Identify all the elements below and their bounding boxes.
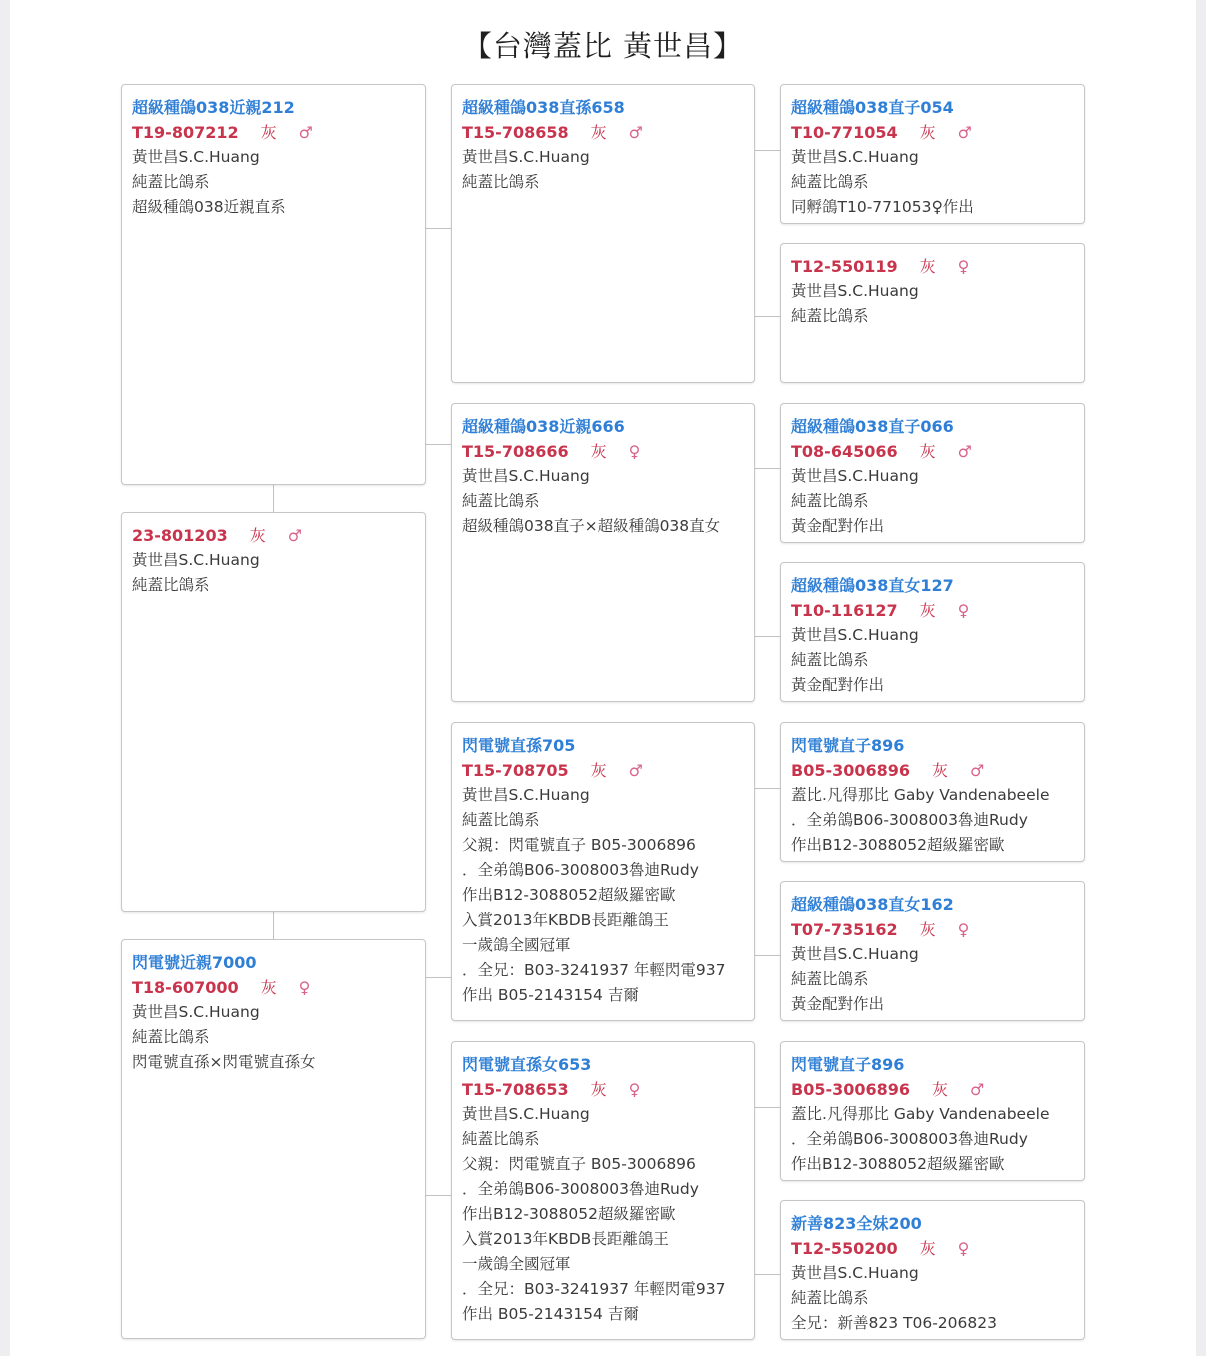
connector	[755, 955, 780, 956]
ring-line	[791, 917, 1084, 942]
detail-line: 全兄：新善823 T06-206823	[791, 1314, 997, 1332]
male-icon: ♂	[298, 123, 313, 142]
feather-color: 灰	[919, 1239, 936, 1258]
connector	[426, 444, 451, 445]
detail-line: 一歲鴿全國冠軍	[462, 1255, 571, 1273]
male-icon: ♂	[970, 761, 985, 780]
ring-line	[132, 120, 425, 145]
bird-name: 超級種鴿038近親212	[132, 98, 295, 117]
bird-name: 新善823全妹200	[791, 1214, 922, 1233]
detail-line: 黃世昌S.C.Huang	[132, 1003, 260, 1021]
detail-line: 純蓋比鴿系	[791, 970, 869, 988]
detail-line: 純蓋比鴿系	[462, 173, 540, 191]
detail-line: 作出 B05-2143154 吉爾	[462, 1305, 639, 1323]
feather-color: 灰	[590, 1080, 607, 1099]
feather-color: 灰	[919, 123, 936, 142]
pedigree-card-sire	[121, 512, 426, 912]
ring-line	[791, 1077, 1084, 1102]
ring-number: T07-735162	[791, 920, 898, 939]
male-icon: ♂	[970, 1080, 985, 1099]
detail-line: 純蓋比鴿系	[791, 173, 869, 191]
detail-line: 同孵鴿T10-771053♀作出	[791, 198, 974, 216]
detail-line: ．全弟鴿B06-3008003魯迪Rudy	[462, 861, 699, 879]
detail-line: 黃世昌S.C.Huang	[462, 148, 590, 166]
detail-line: 純蓋比鴿系	[132, 1028, 210, 1046]
detail-line: 黃金配對作出	[791, 517, 885, 535]
ring-line	[132, 975, 425, 1000]
pedigree-card-dam	[121, 939, 426, 1339]
ring-number: T15-708705	[462, 761, 569, 780]
female-icon: ♀	[957, 1239, 970, 1258]
male-icon: ♂	[287, 526, 303, 545]
ring-line	[791, 254, 1084, 279]
detail-line: 黃金配對作出	[791, 995, 885, 1013]
detail-line: 作出B12-3088052超級羅密歐	[462, 886, 676, 904]
female-icon: ♀	[957, 257, 970, 276]
detail-line: 黃世昌S.C.Huang	[462, 1105, 590, 1123]
connector	[755, 1107, 780, 1108]
ring-number: 23-801203	[132, 526, 228, 545]
bird-name: 超級種鴿038直子066	[791, 417, 954, 436]
bird-name: 超級種鴿038直子054	[791, 98, 954, 117]
bird-name: 閃電號直子896	[791, 1055, 905, 1074]
detail-line: 超級種鴿038近親直系	[132, 198, 286, 216]
ring-line	[462, 758, 754, 783]
bird-name: 超級種鴿038直女127	[791, 576, 954, 595]
detail-line: 純蓋比鴿系	[132, 173, 210, 191]
male-icon: ♂	[628, 761, 643, 780]
feather-color: 灰	[249, 526, 266, 545]
ring-number: T08-645066	[791, 442, 898, 461]
ring-line	[132, 523, 425, 548]
detail-line: 純蓋比鴿系	[791, 1289, 869, 1307]
ring-line	[791, 758, 1084, 783]
detail-line: ．全弟鴿B06-3008003魯迪Rudy	[791, 1130, 1028, 1148]
detail-line: 蓋比.凡得那比 Gaby Vandenabeele	[791, 786, 1050, 804]
detail-line: 超級種鴿038直子×超級種鴿038直女	[462, 517, 721, 535]
pedigree-card-great-grandparent	[780, 881, 1085, 1021]
pedigree-card-great-grandparent	[780, 243, 1085, 383]
feather-color: 灰	[260, 978, 277, 997]
connector	[273, 912, 274, 939]
ring-line	[462, 1077, 754, 1102]
connector	[755, 1274, 780, 1275]
detail-line: 入賞2013年KBDB長距離鴿王	[462, 1230, 669, 1248]
detail-line: 黃世昌S.C.Huang	[791, 945, 919, 963]
detail-line: ．全兄：B03-3241937 年輕閃電937	[462, 961, 726, 979]
female-icon: ♀	[298, 978, 311, 997]
ring-number: T10-116127	[791, 601, 898, 620]
detail-line: 作出B12-3088052超級羅密歐	[791, 836, 1005, 854]
connector	[755, 468, 780, 469]
detail-line: 純蓋比鴿系	[132, 576, 210, 594]
pedigree-card-great-grandparent	[780, 562, 1085, 702]
feather-color: 灰	[260, 123, 277, 142]
pedigree-card-grandparent	[451, 84, 755, 383]
detail-line: 作出B12-3088052超級羅密歐	[791, 1155, 1005, 1173]
ring-number: T19-807212	[132, 123, 239, 142]
detail-line: 純蓋比鴿系	[462, 1130, 540, 1148]
pedigree-card-grandparent	[451, 403, 755, 702]
bird-name: 超級種鴿038直孫658	[462, 98, 625, 117]
feather-color: 灰	[590, 442, 607, 461]
feather-color: 灰	[932, 761, 949, 780]
ring-number: T12-550200	[791, 1239, 898, 1258]
detail-line: 父親：閃電號直子 B05-3006896	[462, 1155, 696, 1173]
connector	[426, 977, 451, 978]
ring-number: T15-708666	[462, 442, 569, 461]
pedigree-card-subject	[121, 84, 426, 485]
bird-name: 閃電號直孫705	[462, 736, 576, 755]
ring-line	[791, 1236, 1084, 1261]
pedigree-card-great-grandparent	[780, 1041, 1085, 1181]
pedigree-card-great-grandparent	[780, 403, 1085, 543]
bird-name: 閃電號直子896	[791, 736, 905, 755]
female-icon: ♀	[957, 601, 970, 620]
detail-line: ．全弟鴿B06-3008003魯迪Rudy	[791, 811, 1028, 829]
feather-color: 灰	[932, 1080, 949, 1099]
detail-line: 黃世昌S.C.Huang	[132, 551, 260, 569]
ring-line	[791, 120, 1084, 145]
detail-line: 一歲鴿全國冠軍	[462, 936, 571, 954]
detail-line: 黃世昌S.C.Huang	[462, 467, 590, 485]
detail-line: 黃世昌S.C.Huang	[791, 282, 919, 300]
detail-line: 父親：閃電號直子 B05-3006896	[462, 836, 696, 854]
female-icon: ♀	[628, 1080, 641, 1099]
detail-line: 純蓋比鴿系	[791, 651, 869, 669]
ring-line	[791, 439, 1084, 464]
bird-name: 閃電號近親7000	[132, 953, 257, 972]
detail-line: 黃世昌S.C.Huang	[132, 148, 260, 166]
pedigree-card-great-grandparent	[780, 1200, 1085, 1340]
pedigree-card-great-grandparent	[780, 84, 1085, 224]
male-icon: ♂	[957, 442, 972, 461]
detail-line: 黃世昌S.C.Huang	[791, 1264, 919, 1282]
pedigree-card-grandparent	[451, 722, 755, 1021]
ring-line	[791, 598, 1084, 623]
male-icon: ♂	[628, 123, 643, 142]
detail-line: 黃世昌S.C.Huang	[791, 626, 919, 644]
feather-color: 灰	[590, 761, 607, 780]
connector	[755, 150, 780, 151]
detail-line: 入賞2013年KBDB長距離鴿王	[462, 911, 669, 929]
pedigree-card-grandparent	[451, 1041, 755, 1340]
connector	[755, 316, 780, 317]
ring-number: B05-3006896	[791, 761, 911, 780]
connector	[755, 788, 780, 789]
feather-color: 灰	[919, 920, 936, 939]
detail-line: 純蓋比鴿系	[462, 811, 540, 829]
detail-line: ．全兄：B03-3241937 年輕閃電937	[462, 1280, 726, 1298]
detail-line: 閃電號直孫×閃電號直孫女	[132, 1053, 316, 1071]
ring-line	[462, 439, 754, 464]
page-title: 【台灣蓋比 黃世昌】	[462, 29, 744, 63]
detail-line: 黃金配對作出	[791, 676, 885, 694]
feather-color: 灰	[919, 601, 936, 620]
bird-name: 超級種鴿038近親666	[462, 417, 625, 436]
female-icon: ♀	[957, 920, 970, 939]
connector	[426, 1195, 451, 1196]
feather-color: 灰	[919, 442, 936, 461]
ring-number: T12-550119	[791, 257, 898, 276]
ring-number: T15-708658	[462, 123, 569, 142]
pedigree-card-great-grandparent	[780, 722, 1085, 862]
ring-line	[462, 120, 754, 145]
feather-color: 灰	[590, 123, 607, 142]
ring-number: T18-607000	[132, 978, 239, 997]
detail-line: 作出B12-3088052超級羅密歐	[462, 1205, 676, 1223]
connector	[755, 636, 780, 637]
female-icon: ♀	[628, 442, 641, 461]
detail-line: 黃世昌S.C.Huang	[791, 148, 919, 166]
detail-line: 黃世昌S.C.Huang	[462, 786, 590, 804]
bird-name: 閃電號直孫女653	[462, 1055, 592, 1074]
male-icon: ♂	[957, 123, 972, 142]
ring-number: T10-771054	[791, 123, 898, 142]
detail-line: 純蓋比鴿系	[791, 307, 869, 325]
connector	[273, 485, 274, 512]
ring-number: T15-708653	[462, 1080, 569, 1099]
connector	[426, 228, 451, 229]
feather-color: 灰	[919, 257, 936, 276]
detail-line: ．全弟鴿B06-3008003魯迪Rudy	[462, 1180, 699, 1198]
detail-line: 黃世昌S.C.Huang	[791, 467, 919, 485]
detail-line: 作出 B05-2143154 吉爾	[462, 986, 639, 1004]
ring-number: B05-3006896	[791, 1080, 911, 1099]
bird-name: 超級種鴿038直女162	[791, 895, 954, 914]
detail-line: 純蓋比鴿系	[791, 492, 869, 510]
detail-line: 純蓋比鴿系	[462, 492, 540, 510]
detail-line: 蓋比.凡得那比 Gaby Vandenabeele	[791, 1105, 1050, 1123]
